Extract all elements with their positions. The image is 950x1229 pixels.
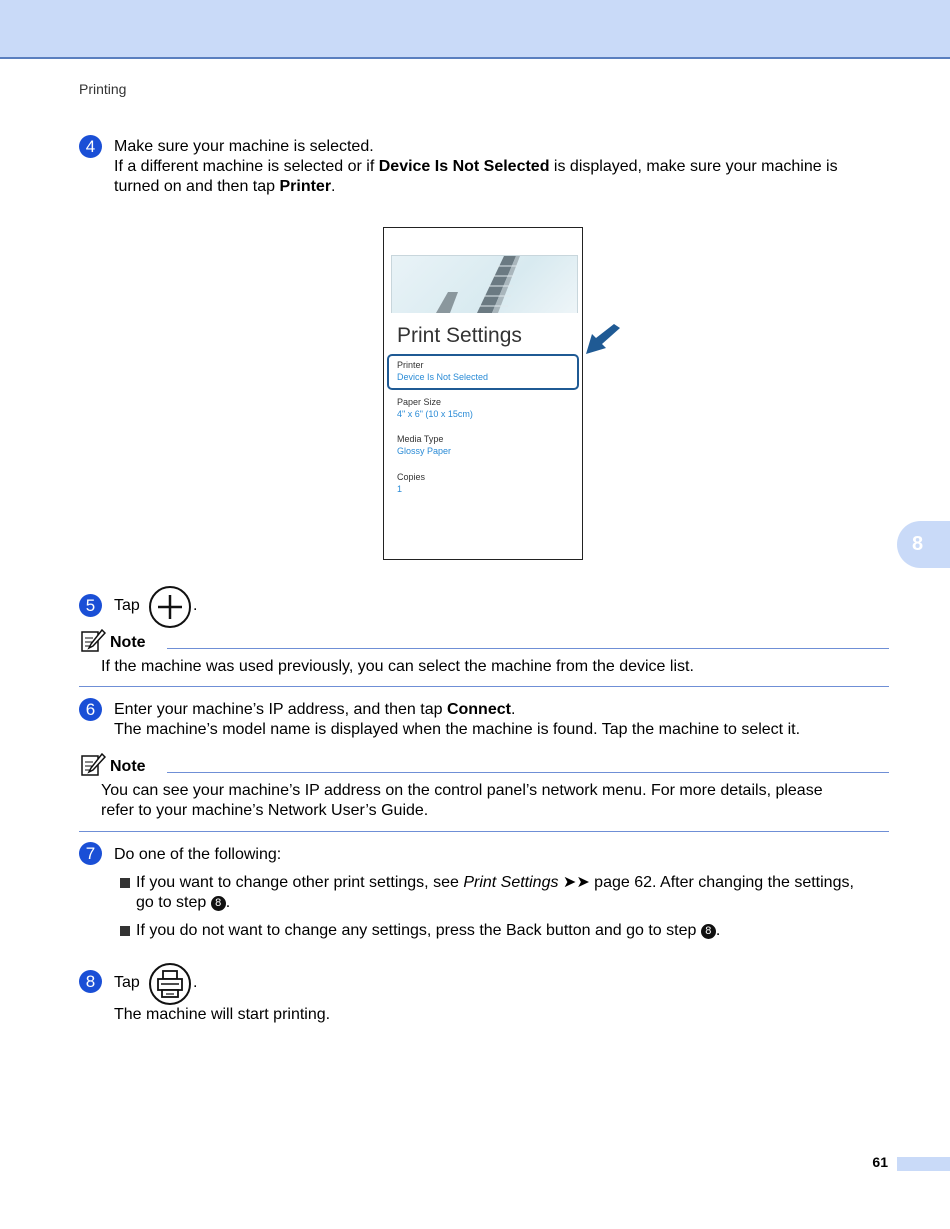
note-2-bottom-rule	[79, 831, 889, 832]
step-5-period: .	[193, 597, 198, 614]
note-pencil-icon	[80, 629, 106, 653]
device-not-selected-text: Device Is Not Selected	[378, 158, 550, 175]
step-4-line3-text-b: .	[331, 178, 336, 195]
step-4-line1: Make sure your machine is selected.	[114, 138, 374, 155]
note-2-line1: You can see your machine’s IP address on the control panel’s network menu. For more details, please	[101, 782, 823, 799]
step-5-tap: Tap	[114, 597, 140, 614]
chapter-tab: 8	[897, 521, 950, 568]
section-title: Printing	[79, 81, 127, 97]
bullet-square	[120, 878, 130, 888]
header-photo	[391, 255, 578, 313]
printer-term: Printer	[279, 178, 332, 195]
step-4-line2-text-a: If a different machine is selected or if	[114, 158, 379, 175]
print-settings-link[interactable]: Print Settings	[463, 874, 559, 891]
setting-value-paper-size[interactable]: 4" x 6" (10 x 15cm)	[397, 409, 473, 419]
note-2-heading: Note	[110, 758, 146, 775]
bullet-1-text-b: page 62. After changing the settings,	[589, 874, 854, 891]
setting-value-media-type[interactable]: Glossy Paper	[397, 446, 452, 456]
setting-label-copies: Copies	[397, 472, 426, 482]
step-6-badge: 6	[79, 698, 102, 721]
setting-label-paper-size: Paper Size	[397, 397, 442, 407]
step-8-tap: Tap	[114, 974, 140, 991]
bullet-2-text-a: If you do not want to change any settings, press the Back button and go to step	[136, 922, 701, 939]
setting-value-printer[interactable]: Device Is Not Selected	[397, 372, 489, 382]
note-1-text: If the machine was used previously, you can select the machine from the device list.	[101, 658, 694, 675]
step-7-badge: 7	[79, 842, 102, 865]
step-8-reference: 8	[211, 896, 226, 911]
step-4-line3-text-a: turned on and then tap	[114, 178, 280, 195]
connect-term: Connect	[446, 701, 511, 718]
step-8-line2: The machine will start printing.	[114, 1006, 331, 1023]
step-6-line1	[114, 700, 515, 720]
bullet-2-text-b: .	[715, 922, 721, 939]
step-4-line2	[114, 157, 838, 177]
page-number: 61	[872, 1154, 888, 1170]
step-8-reference: 8	[701, 924, 716, 939]
building-illustration	[392, 256, 577, 313]
bullet-1-text-a: If you want to change other print settings, see	[136, 874, 464, 891]
bullet-square	[120, 926, 130, 936]
step-8-period: .	[193, 974, 198, 991]
print-settings-screenshot	[383, 227, 583, 560]
step-6-line1-text-b: .	[510, 701, 516, 718]
step-4-line2-text-b: is displayed, make sure your machine is	[549, 158, 838, 175]
note-1-heading: Note	[110, 634, 146, 651]
note-1-bottom-rule	[79, 686, 889, 687]
note-pencil-icon	[80, 753, 106, 777]
step-7-bullet-2	[136, 921, 720, 941]
note-1-rule	[167, 648, 889, 649]
double-arrow-icon: ➤➤	[562, 874, 590, 891]
note-2-rule	[167, 772, 889, 773]
step-6-line1-text-a: Enter your machine’s IP address, and then tap	[114, 701, 447, 718]
note-2-line2: refer to your machine’s Network User’s Guide.	[101, 802, 429, 819]
page-number-bar	[897, 1157, 950, 1171]
plus-icon	[149, 586, 191, 628]
step-4-badge: 4	[79, 135, 102, 158]
step-8-badge: 8	[79, 970, 102, 993]
setting-value-copies[interactable]: 1	[397, 484, 403, 494]
bullet-1-text-d: .	[225, 894, 231, 911]
header-band	[0, 0, 950, 59]
step-6-line2: The machine’s model name is displayed when the machine is found. Tap the machine to select it.	[114, 721, 801, 738]
step-4-line3	[114, 177, 336, 197]
step-7-intro: Do one of the following:	[114, 846, 282, 863]
printer-icon	[149, 963, 191, 1005]
setting-label-printer: Printer	[397, 360, 424, 370]
step-7-bullet-1-line1	[136, 873, 854, 893]
bullet-1-text-c: go to step	[136, 894, 211, 911]
step-7-bullet-1-line2	[136, 893, 230, 913]
setting-label-media-type: Media Type	[397, 434, 444, 444]
step-5-badge: 5	[79, 594, 102, 617]
pointer-arrow-icon	[584, 324, 624, 356]
print-settings-title: Print Settings	[397, 324, 522, 347]
